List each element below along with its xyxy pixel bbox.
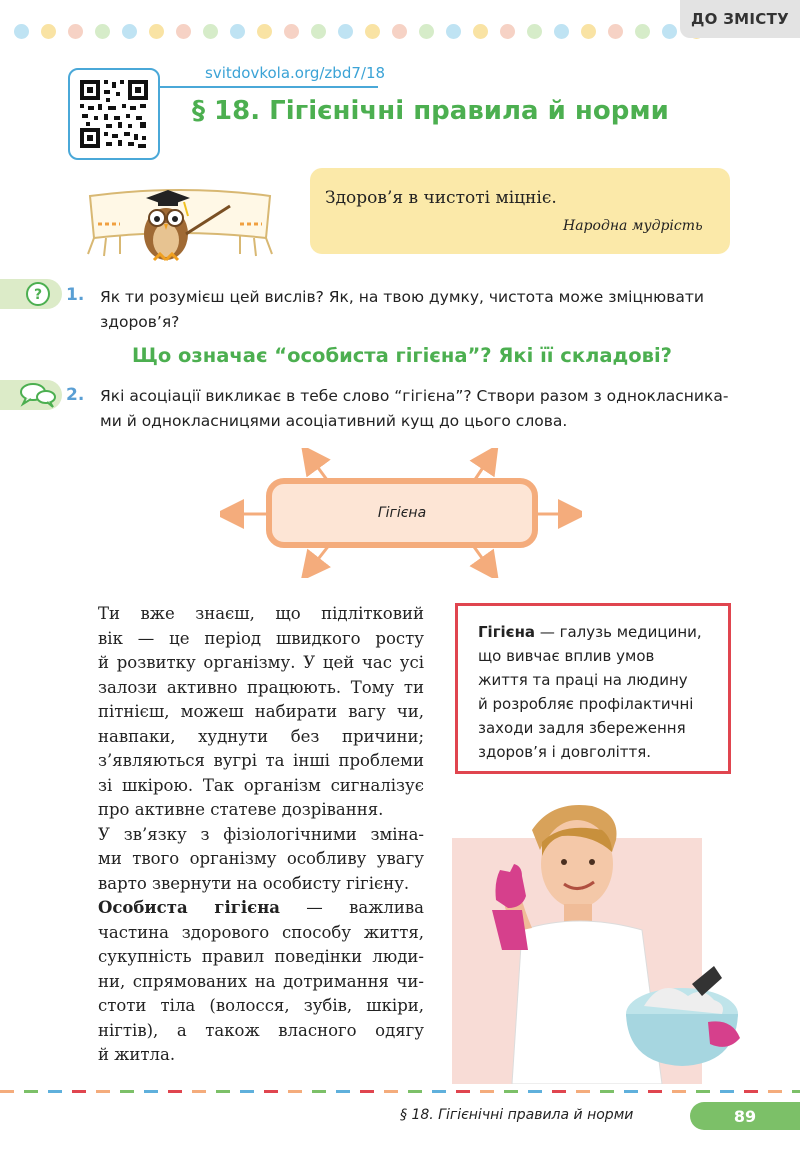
decorative-dot — [662, 24, 677, 39]
divider-dash — [48, 1090, 62, 1093]
body-line: стоти тіла (волосся, зубів, шкіри, — [98, 996, 424, 1015]
svg-text:?: ? — [33, 287, 43, 303]
divider-dash — [768, 1090, 782, 1093]
body-line: сукупність правил поведінки люди- — [98, 947, 424, 966]
question-1-line: здоров’я? — [100, 313, 180, 331]
body-line: варто звернути на особисту гігієну. — [98, 873, 410, 893]
decorative-dot — [149, 24, 164, 39]
divider-dash — [432, 1090, 446, 1093]
question-2-number: 2. — [66, 385, 85, 405]
boy-illustration — [452, 800, 752, 1084]
decorative-dot — [473, 24, 488, 39]
footer-lesson-title: § 18. Гігієнічні правила й норми — [400, 1107, 634, 1123]
body-line: про активне статеве дозрівання. — [98, 800, 384, 819]
divider-dash — [24, 1090, 38, 1093]
decorative-dots — [14, 24, 684, 40]
definition-line: здоров’я і довголіття. — [478, 743, 652, 761]
divider-dash — [600, 1090, 614, 1093]
definition-line: й розробляє профілактичні — [478, 695, 694, 713]
decorative-dot — [95, 24, 110, 39]
divider-dash — [648, 1090, 662, 1093]
body-line: пітнієш, можеш набирати вагу чи, — [98, 702, 424, 721]
decorative-dot — [203, 24, 218, 39]
qr-code-frame — [68, 68, 160, 160]
decorative-dot — [41, 24, 56, 39]
question-1-line: Як ти розумієш цей вислів? Як, на твою думку, чистота може зміцнювати — [100, 288, 704, 306]
decorative-dot — [527, 24, 542, 39]
decorative-dot — [635, 24, 650, 39]
definition-lines — [478, 644, 718, 764]
hygiene-center-label: Гігієна — [377, 505, 427, 521]
lesson-url-link[interactable]: svitdovkola.org/zbd7/18 — [205, 64, 386, 82]
discussion-bubbles-icon — [18, 380, 58, 410]
divider-dash — [0, 1090, 14, 1093]
body-line: й житла. — [98, 1045, 176, 1064]
divider-dash — [72, 1090, 86, 1093]
decorative-dot — [446, 24, 461, 39]
paragraph-3 — [98, 896, 424, 1068]
decorative-dot — [419, 24, 434, 39]
decorative-dot — [176, 24, 191, 39]
body-line: й розвитку організму. У цей час усі — [98, 653, 424, 672]
divider-dash — [192, 1090, 206, 1093]
quote-text: Здоров’я в чистоті міцніє. — [325, 188, 557, 208]
definition-line: — галузь медицини, — [535, 623, 702, 641]
definition-text — [478, 620, 718, 764]
divider-dash — [168, 1090, 182, 1093]
bottom-dashed-divider — [0, 1090, 800, 1094]
divider-dash — [624, 1090, 638, 1093]
body-line: Ти вже знаєш, що підлітковий — [98, 604, 424, 623]
decorative-dot — [365, 24, 380, 39]
body-line: ми твого організму особливу увагу — [98, 849, 424, 868]
divider-dash — [336, 1090, 350, 1093]
divider-dash — [504, 1090, 518, 1093]
body-line: У зв’язку з фізіологічними зміна- — [98, 824, 424, 844]
page-number: 89 — [690, 1102, 800, 1130]
divider-dash — [672, 1090, 686, 1093]
decorative-dot — [554, 24, 569, 39]
divider-dash — [408, 1090, 422, 1093]
decorative-dot — [338, 24, 353, 39]
divider-dash — [720, 1090, 734, 1093]
decorative-dot — [392, 24, 407, 39]
body-line: залози активно працюють. Тому ти — [98, 677, 424, 697]
decorative-dot — [284, 24, 299, 39]
divider-dash — [96, 1090, 110, 1093]
body-line: нігтів), а також власного одягу — [98, 1020, 424, 1040]
owl-banner-illustration — [80, 176, 280, 266]
page-title: § 18. Гігієнічні правила й норми — [192, 96, 669, 126]
quote-author: Народна мудрість — [563, 218, 703, 234]
divider-dash — [120, 1090, 134, 1093]
decorative-dot — [500, 24, 515, 39]
qr-code-icon[interactable] — [78, 78, 150, 150]
divider-dash — [744, 1090, 758, 1093]
section-subheading: Що означає “особиста гігієна”? Які її складові? — [132, 344, 672, 367]
body-line: з’являються вугрі та інші проблеми — [98, 751, 424, 770]
decorative-dot — [257, 24, 272, 39]
definition-line: заходи задля збереження — [478, 719, 686, 737]
body-text — [98, 602, 424, 1068]
body-line: ни, спрямованих на дотримання чи- — [98, 971, 424, 991]
divider-dash — [480, 1090, 494, 1093]
divider-dash — [456, 1090, 470, 1093]
decorative-dot — [608, 24, 623, 39]
question-1-number: 1. — [66, 285, 85, 305]
divider-dash — [144, 1090, 158, 1093]
question-2-line: ми й однокласницями асоціативний кущ до цього слова. — [100, 412, 568, 430]
divider-dash — [384, 1090, 398, 1093]
hygiene-center-node — [266, 478, 538, 548]
decorative-dot — [14, 24, 29, 39]
question-2-line: Які асоціації викликає в тебе слово “гігієна”? Створи разом з однокласника- — [100, 387, 729, 405]
definition-term: Гігієна — [478, 623, 536, 641]
toc-button[interactable]: ДО ЗМІСТУ — [680, 0, 800, 38]
decorative-dot — [230, 24, 245, 39]
paragraph-3-first-line-rest: — важлива — [280, 898, 424, 917]
body-line: частина здорового способу життя, — [98, 922, 424, 942]
divider-dash — [288, 1090, 302, 1093]
question-1-text — [100, 285, 740, 335]
divider-dash — [792, 1090, 800, 1093]
body-line: навпаки, худнути без причини; — [98, 726, 424, 746]
divider-dash — [312, 1090, 326, 1093]
body-line: зі шкірою. Так організм сигналізує — [98, 775, 424, 795]
divider-dash — [360, 1090, 374, 1093]
decorative-dot — [122, 24, 137, 39]
url-underline — [160, 86, 378, 88]
quote-box — [310, 168, 730, 254]
paragraph-1 — [98, 602, 424, 823]
decorative-dot — [68, 24, 83, 39]
divider-dash — [216, 1090, 230, 1093]
decorative-dot — [581, 24, 596, 39]
body-line: вік — це період швидкого росту — [98, 628, 424, 648]
divider-dash — [528, 1090, 542, 1093]
definition-line: що вивчає вплив умов — [478, 647, 655, 665]
question-2-text — [100, 384, 745, 434]
decorative-dot — [311, 24, 326, 39]
paragraph-2 — [98, 823, 424, 897]
definition-line: життя та праці на людину — [478, 671, 688, 689]
divider-dash — [264, 1090, 278, 1093]
question-mark-icon — [24, 280, 52, 308]
divider-dash — [576, 1090, 590, 1093]
divider-dash — [240, 1090, 254, 1093]
divider-dash — [552, 1090, 566, 1093]
personal-hygiene-term: Особиста гігієна — [98, 898, 280, 917]
divider-dash — [696, 1090, 710, 1093]
